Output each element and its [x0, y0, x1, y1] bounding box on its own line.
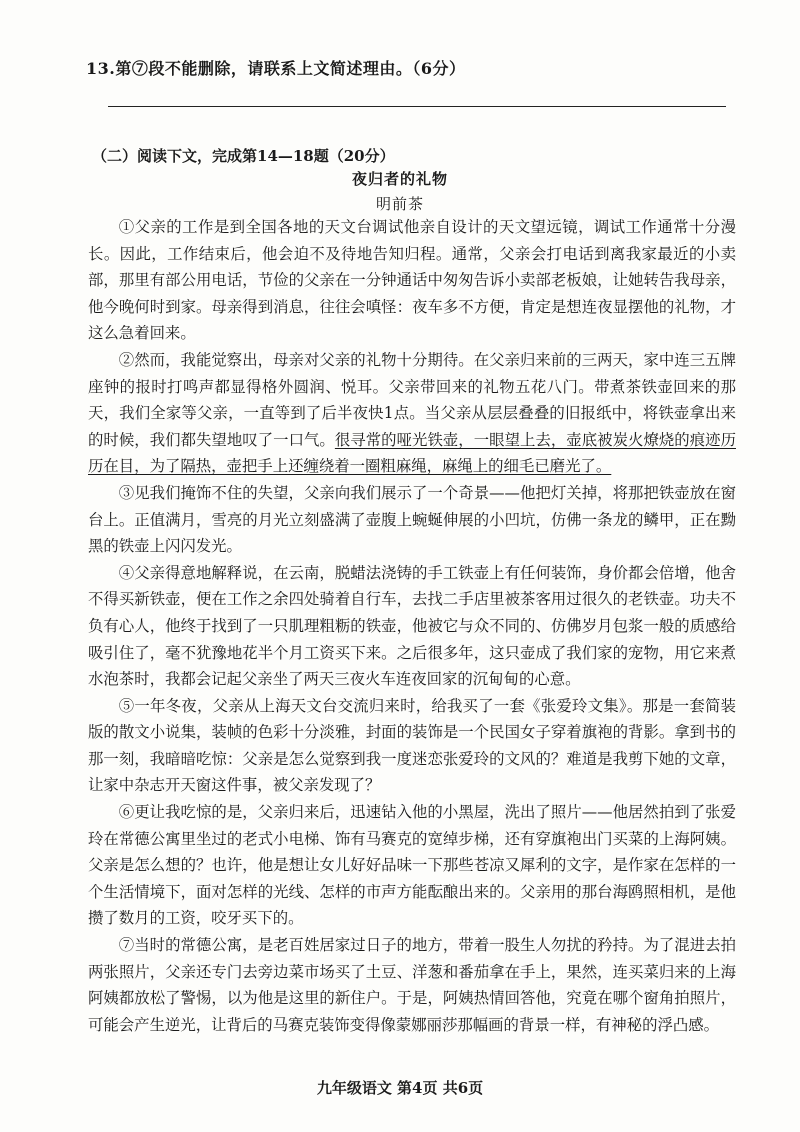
page-footer: 九年级语文 第4页 共6页 [316, 1079, 484, 1097]
paragraph-6: ⑥更让我吃惊的是，父亲归来后，迅速钻入他的小黑屋，洗出了照片——他居然拍到了张爱玲在常德公寓里坐过的老式小电梯、饰有马赛克的宽绰步梯，还有穿旗袍出门买菜的上海阿姨。父亲是怎么想的？也许，他是想让女儿好好品味一下那些苍凉又犀利的文字，是作家在怎样的一个生活情境下，面对怎样的光线、怎样的市声方能酝酿出来的。父亲用的那台海鸥照相机，是他攒了数月的工资，咬牙买下的。 [88, 803, 736, 928]
paragraph-2-text: ②然而，我能觉察出，母亲对父亲的礼物十分期待。在父亲归来前的三两天，家中连三五牌座钟的报时打鸣声都显得格外圆润、悦耳。父亲带回来的礼物五花八门。带煮茶铁壶回来的那天，我们全家等父亲，一直等到了后半夜快1点。当父亲从层层叠叠的旧报纸中，将铁壶拿出来的时候，我们都失望地叹了一口气。 [88, 350, 736, 449]
paragraph-3: ③见我们掩饰不住的失望，父亲向我们展示了一个奇景——他把灯关掉，将那把铁壶放在窗台上。正值满月，雪亮的月光立刻盛满了壶腹上蜿蜒伸展的小凹坑，仿佛一条龙的鳞甲，正在黝黑的铁壶上闪闪发光。 [88, 483, 736, 556]
answer-line [108, 106, 726, 107]
article-title: 夜归者的礼物 [351, 170, 448, 188]
article-author: 明前茶 [375, 195, 424, 213]
question-13: 13.第⑦段不能删除，请联系上文简述理由。（6分） [86, 59, 466, 78]
section-heading: （二）阅读下文，完成第14—18题（20分） [92, 147, 395, 165]
paragraph-5: ⑤一年冬夜，父亲从上海天文台交流归来时，给我买了一套《张爱玲文集》。那是一套简装版的散文小说集，装帧的色彩十分淡雅，封面的装饰是一个民国女子穿着旗袍的背影。拿到书的那一刻，我暗暗吃惊：父亲是怎么觉察到我一度迷恋张爱玲的文风的？难道是我剪下她的文章，让家中杂志开天窗这件事，被父亲发现了？ [88, 696, 736, 795]
article-body [88, 214, 736, 1038]
paragraph-2 [88, 347, 736, 480]
paragraph-7: ⑦当时的常德公寓，是老百姓居家过日子的地方，带着一股生人勿扰的矜持。为了混进去拍两张照片，父亲还专门去旁边菜市场买了土豆、洋葱和番茄拿在手上，果然，连买菜归来的上海阿姨都放松了警惕，以为他是这里的新住户。于是，阿姨热情回答他，究竟在哪个窗角拍照片，可能会产生逆光，让背后的马赛克装饰变得像蒙娜丽莎那幅画的背景一样，有神秘的浮凸感。 [88, 936, 736, 1034]
paragraph-1: ①父亲的工作是到全国各地的天文台调试他亲自设计的天文望远镜，调试工作通常十分漫长。因此，工作结束后，他会迫不及待地告知归程。通常，父亲会打电话到离我家最近的小卖部，那里有部公用电话，节俭的父亲在一分钟通话中匆匆告诉小卖部老板娘，让她转告我母亲，他今晚何时到家。母亲得到消息，往往会嗔怪：夜车多不方便，肯定是想连夜显摆他的礼物，才这么急着回来。 [88, 218, 736, 343]
paragraph-4: ④父亲得意地解释说，在云南，脱蜡法浇铸的手工铁壶上有任何装饰，身价都会倍增，他舍不得买新铁壶，便在工作之余四处骑着自行车，去找二手店里被茶客用过很久的老铁壶。功夫不负有心人，他终于找到了一只肌理粗粝的铁壶，他被它与众不同的、仿佛岁月包浆一般的质感给吸引住了，毫不犹豫地花半个月工资买下来。之后很多年，这只壶成了我们家的宠物，用它来煮水泡茶时，我都会记起父亲坐了两天三夜火车连夜回家的沉甸甸的心意。 [88, 563, 736, 689]
underlined-sentence: 很寻常的哑光铁壶，一眼望上去，壶底被炭火燎烧的痕迹历历在目，为了隔热，壶把手上还缠绕着一圈粗麻绳，麻绳上的细毛已磨光了。 [88, 430, 736, 476]
